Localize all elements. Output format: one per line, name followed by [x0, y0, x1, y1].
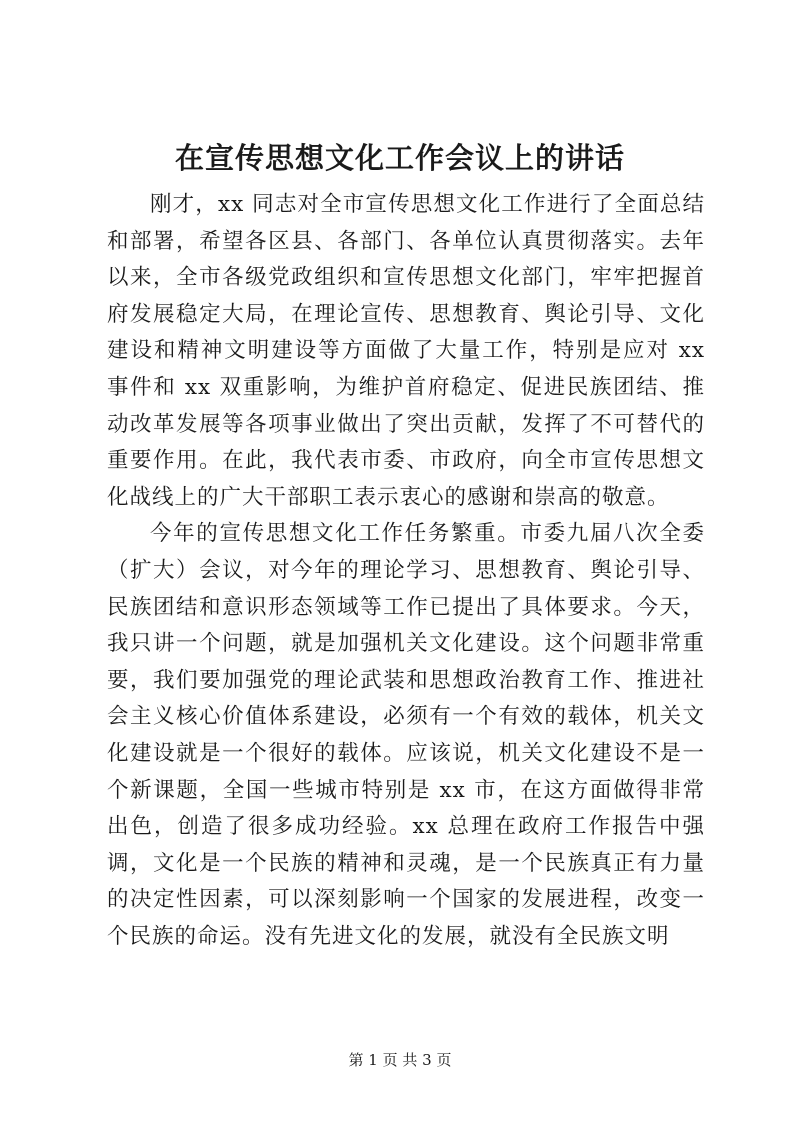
page-number-footer: 第 1 页 共 3 页	[348, 1051, 452, 1069]
paragraph-2: 今年的宣传思想文化工作任务繁重。市委九届八次全委（扩大）会议，对今年的理论学习、思想教育、舆论引导、民族团结和意识形态领域等工作已提出了具体要求。今天，我只讲一个问题，就是加强机关文化建设。这个问题非常重要，我们要加强党的理论武装和思想政治教育工作、推进社会主义核心价值体系建设，必须有一个有效的载体，机关文化建设就是一个很好的载体。应该说，机关文化建设不是一个新课题，全国一些城市特别是 xx 市，在这方面做得非常出色，创造了很多成功经验。xx 总理在政府工作报告中强调，文化是一个民族的精神和灵魂，是一个民族真正有力量的决定性因素，可以深刻影响一个国家的发展进程，改变一个民族的命运。没有先进文化的发展，就没有全民族文明	[107, 521, 705, 949]
document-body	[107, 187, 705, 955]
paragraph-1: 刚才，xx 同志对全市宣传思想文化工作进行了全面总结和部署，希望各区县、各部门、各单位认真贯彻落实。去年以来，全市各级党政组织和宣传思想文化部门，牢牢把握首府发展稳定大局，在理论宣传、思想教育、舆论引导、文化建设和精神文明建设等方面做了大量工作，特别是应对 xx 事件和 xx 双重影响，为维护首府稳定、促进民族团结、推动改革发展等各项事业做出了突出贡献，发挥了不可替代的重要作用。在此，我代表市委、市政府，向全市宣传思想文化战线上的广大干部职工表示衷心的感谢和崇高的敬意。	[107, 192, 705, 510]
page-title: 在宣传思想文化工作会议上的讲话	[174, 141, 625, 175]
